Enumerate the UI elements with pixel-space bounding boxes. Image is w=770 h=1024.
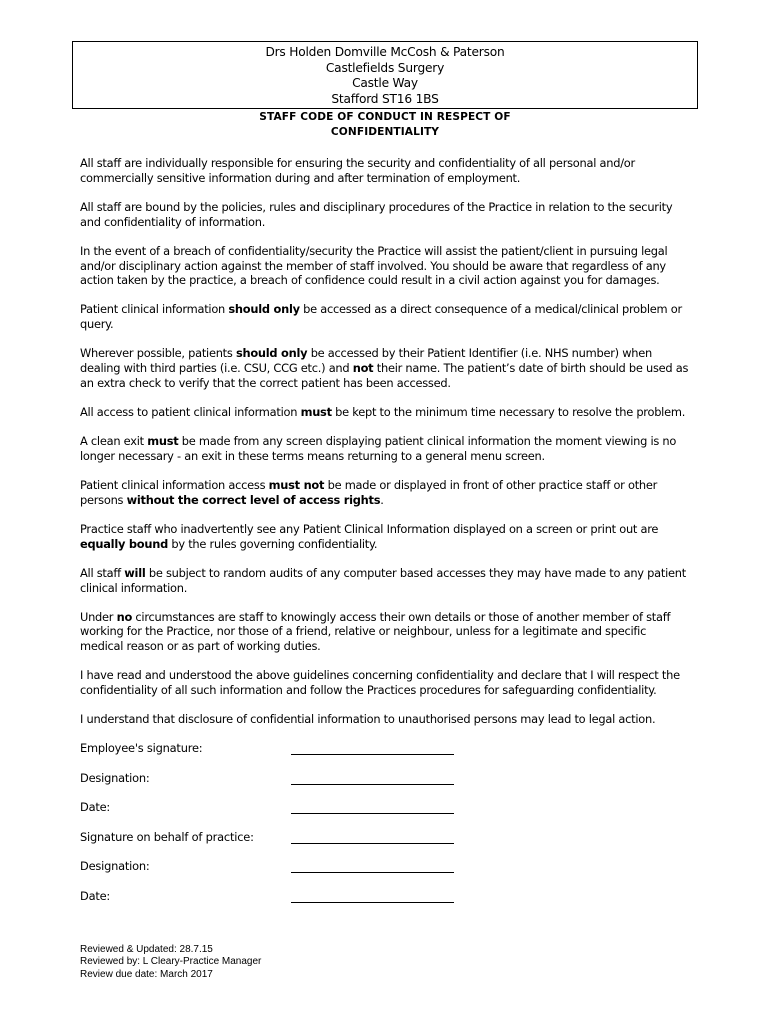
practice-date-label: Date: [80, 888, 111, 903]
text-segment: A clean exit [80, 434, 148, 449]
text-segment: their name. The patient’s date of birth should be used as an extra check to verify that the correct patient has been accessed. [80, 361, 689, 390]
paragraph-access-purpose [80, 302, 692, 331]
emphasis-text: not [352, 361, 374, 376]
paragraph-audits [80, 566, 692, 595]
paragraph-patient-identifier [80, 346, 692, 390]
emphasis-text: no [116, 609, 133, 624]
paragraph-policies: All staff are bound by the policies, rules and disciplinary procedures of the Practice in relation to the security and confidentiality of information. [80, 199, 673, 229]
employee-date-label: Date: [80, 800, 111, 814]
signature-row-practice-signature [80, 830, 480, 860]
reviewed-by: Reviewed by: L Cleary-Practice Manager [80, 956, 262, 968]
text-segment: All staff [80, 565, 125, 580]
text-segment: Under [80, 609, 117, 624]
employee-signature-line[interactable] [291, 754, 454, 755]
text-segment: Patient clinical information [80, 302, 229, 317]
employee-date-line[interactable] [291, 813, 454, 814]
text-segment: be accessed by their Patient Identifier (i.e. NHS number) when dealing with third parties (i.e. CSU, CCG etc.) and [80, 346, 652, 376]
review-due-date: Review due date: March 2017 [80, 968, 213, 980]
emphasis-text: should only [235, 346, 308, 361]
emphasis-text: equally bound [80, 536, 168, 551]
signature-row-employee-date [80, 800, 480, 830]
review-footer [80, 944, 380, 981]
paragraph-legal-action: I understand that disclosure of confidential information to unauthorised persons may lead to legal action. [80, 712, 656, 727]
paragraph-breach: In the event of a breach of confidentiality/security the Practice will assist the patient/client in pursuing legal and/or disciplinary action against the member of staff involved. You should be aware that regardless of any action taken by the practice, a breach of confidence could result in a civil action against you for damages. [80, 243, 668, 288]
surgery-name: Castlefields Surgery [325, 60, 445, 75]
paragraph-own-details [80, 610, 692, 654]
text-segment: be kept to the minimum time necessary to resolve the problem. [331, 404, 686, 419]
paragraph-clean-exit [80, 434, 692, 463]
signature-section [80, 741, 480, 918]
emphasis-text: will [124, 565, 146, 580]
review-updated-date: Reviewed & Updated: 28.7.15 [80, 944, 213, 955]
signature-row-practice-date [80, 889, 480, 919]
text-segment: be subject to random audits of any computer based accesses they may have made to any patient clinical information. [80, 565, 686, 595]
practice-signature-label: Signature on behalf of practice: [80, 829, 254, 844]
paragraph-inadvertent-viewing [80, 522, 692, 551]
paragraph-staff-responsibility: All staff are individually responsible for ensuring the security and confidentiality of all personal and/or commercially sensitive information during and after termination of employment. [80, 156, 635, 185]
practice-address-box [72, 41, 698, 109]
text-segment: Practice staff who inadvertently see any Patient Clinical Information displayed on a screen or print out are [80, 521, 659, 536]
text-segment: be accessed as a direct consequence of a medical/clinical problem or query. [80, 302, 682, 332]
paragraph-display-restriction [80, 478, 692, 507]
text-segment: . [380, 492, 384, 507]
text-segment: circumstances are staff to knowingly access their own details or those of another member of staff working for the Practice, nor those of a friend, relative or neighbour, unless for a legitimate and specific medical reason or as part of working duties. [80, 609, 671, 654]
emphasis-text: must [300, 404, 332, 419]
emphasis-text: without the correct level of access rights [126, 492, 381, 507]
document-title [72, 110, 698, 140]
employee-designation-line[interactable] [291, 784, 454, 785]
document-title-line2: CONFIDENTIALITY [330, 126, 440, 138]
employee-designation-label: Designation: [80, 770, 150, 785]
text-segment: be made or displayed in front of other practice staff or other persons [80, 478, 658, 507]
practice-date-line[interactable] [291, 902, 454, 903]
address-town-postcode: Stafford ST16 1BS [331, 91, 439, 106]
practice-designation-label: Designation: [80, 859, 150, 873]
text-segment: be made from any screen displaying patient clinical information the moment viewing is no longer necessary - an exit in these terms means returning to a general menu screen. [80, 434, 677, 463]
emphasis-text: should only [228, 302, 300, 317]
practice-designation-line[interactable] [291, 872, 454, 873]
paragraph-minimum-time [80, 405, 692, 420]
text-segment: by the rules governing confidentiality. [167, 536, 378, 551]
text-segment: Wherever possible, patients [80, 346, 236, 361]
document-body [80, 156, 692, 741]
address-street: Castle Way [352, 76, 418, 90]
employee-signature-label: Employee's signature: [80, 741, 203, 755]
practice-name: Drs Holden Domville McCosh & Paterson [265, 45, 505, 59]
text-segment: All access to patient clinical information [80, 404, 301, 419]
signature-row-employee-signature [80, 741, 480, 771]
signature-row-practice-designation [80, 859, 480, 889]
emphasis-text: must [147, 434, 179, 449]
document-title-line1: STAFF CODE OF CONDUCT IN RESPECT OF [259, 111, 511, 123]
practice-signature-line[interactable] [291, 843, 454, 844]
signature-row-employee-designation [80, 771, 480, 801]
paragraph-declaration: I have read and understood the above guidelines concerning confidentiality and declare that I will respect the confidentiality of all such information and follow the Practices procedures for safeguarding confidentiality. [80, 668, 680, 698]
emphasis-text: must not [268, 478, 325, 493]
text-segment: Patient clinical information access [80, 478, 269, 493]
